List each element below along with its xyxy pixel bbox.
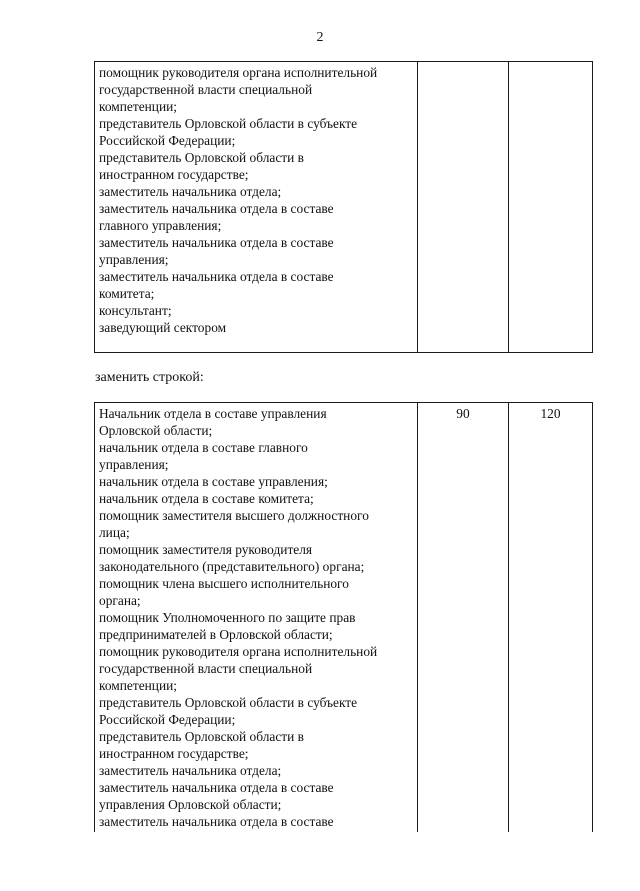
table-row xyxy=(95,403,593,833)
value-cell-1 xyxy=(418,62,509,353)
position-line: начальник отдела в составе главного xyxy=(99,440,308,455)
position-line: главного управления; xyxy=(99,218,222,233)
position-list-cell xyxy=(95,403,418,833)
position-line: заместитель начальника отдела; xyxy=(99,763,282,778)
position-line: лица; xyxy=(99,525,130,540)
position-line: законодательного (представительного) органа; xyxy=(99,559,365,574)
position-line: представитель Орловской области в субъекте xyxy=(99,695,358,710)
position-line: заместитель начальника отдела в составе xyxy=(99,269,334,284)
position-line: иностранном государстве; xyxy=(99,167,249,182)
position-line: заместитель начальника отдела в составе xyxy=(99,814,334,829)
position-line: Российской Федерации; xyxy=(99,712,236,727)
position-line: компетенции; xyxy=(99,99,178,114)
position-line: помощник члена высшего исполнительного xyxy=(99,576,349,591)
position-line: Начальник отдела в составе управления xyxy=(99,406,327,421)
value-cell-2 xyxy=(509,62,593,353)
position-line: Российской Федерации; xyxy=(99,133,236,148)
page-number: 2 xyxy=(316,30,324,45)
position-line: управления; xyxy=(99,252,169,267)
position-line: помощник заместителя руководителя xyxy=(99,542,313,557)
position-line: предпринимателей в Орловской области; xyxy=(99,627,333,642)
position-list-cell xyxy=(95,62,418,353)
position-line: заместитель начальника отдела в составе xyxy=(99,201,334,216)
position-line: комитета; xyxy=(99,286,155,301)
position-line: управления Орловской области; xyxy=(99,797,282,812)
position-line: представитель Орловской области в субъекте xyxy=(99,116,358,131)
replace-instruction: заменить строкой: xyxy=(95,370,204,385)
position-line: компетенции; xyxy=(99,678,178,693)
position-line: государственной власти специальной xyxy=(99,661,313,676)
position-line: заместитель начальника отдела в составе xyxy=(99,235,334,250)
position-line: органа; xyxy=(99,593,141,608)
position-line: помощник Уполномоченного по защите прав xyxy=(99,610,356,625)
position-line: управления; xyxy=(99,457,169,472)
position-line: Орловской области; xyxy=(99,423,213,438)
table-row xyxy=(95,62,593,353)
position-line: начальник отдела в составе управления; xyxy=(99,474,328,489)
positions-table-new xyxy=(94,402,593,832)
position-line: помощник руководителя органа исполнительной xyxy=(99,644,378,659)
position-line: начальник отдела в составе комитета; xyxy=(99,491,314,506)
position-line: заместитель начальника отдела; xyxy=(99,184,282,199)
position-line: консультант; xyxy=(99,303,172,318)
position-line: иностранном государстве; xyxy=(99,746,249,761)
positions-table-old xyxy=(94,61,593,353)
position-line: помощник заместителя высшего должностного xyxy=(99,508,369,523)
position-line: помощник руководителя органа исполнительной xyxy=(99,65,378,80)
position-line: заместитель начальника отдела в составе xyxy=(99,780,334,795)
position-line: заведующий сектором xyxy=(99,320,227,335)
position-line: представитель Орловской области в xyxy=(99,729,304,744)
value-cell-1: 90 xyxy=(418,403,509,833)
position-line: представитель Орловской области в xyxy=(99,150,304,165)
position-line: государственной власти специальной xyxy=(99,82,313,97)
value-cell-2: 120 xyxy=(509,403,593,833)
